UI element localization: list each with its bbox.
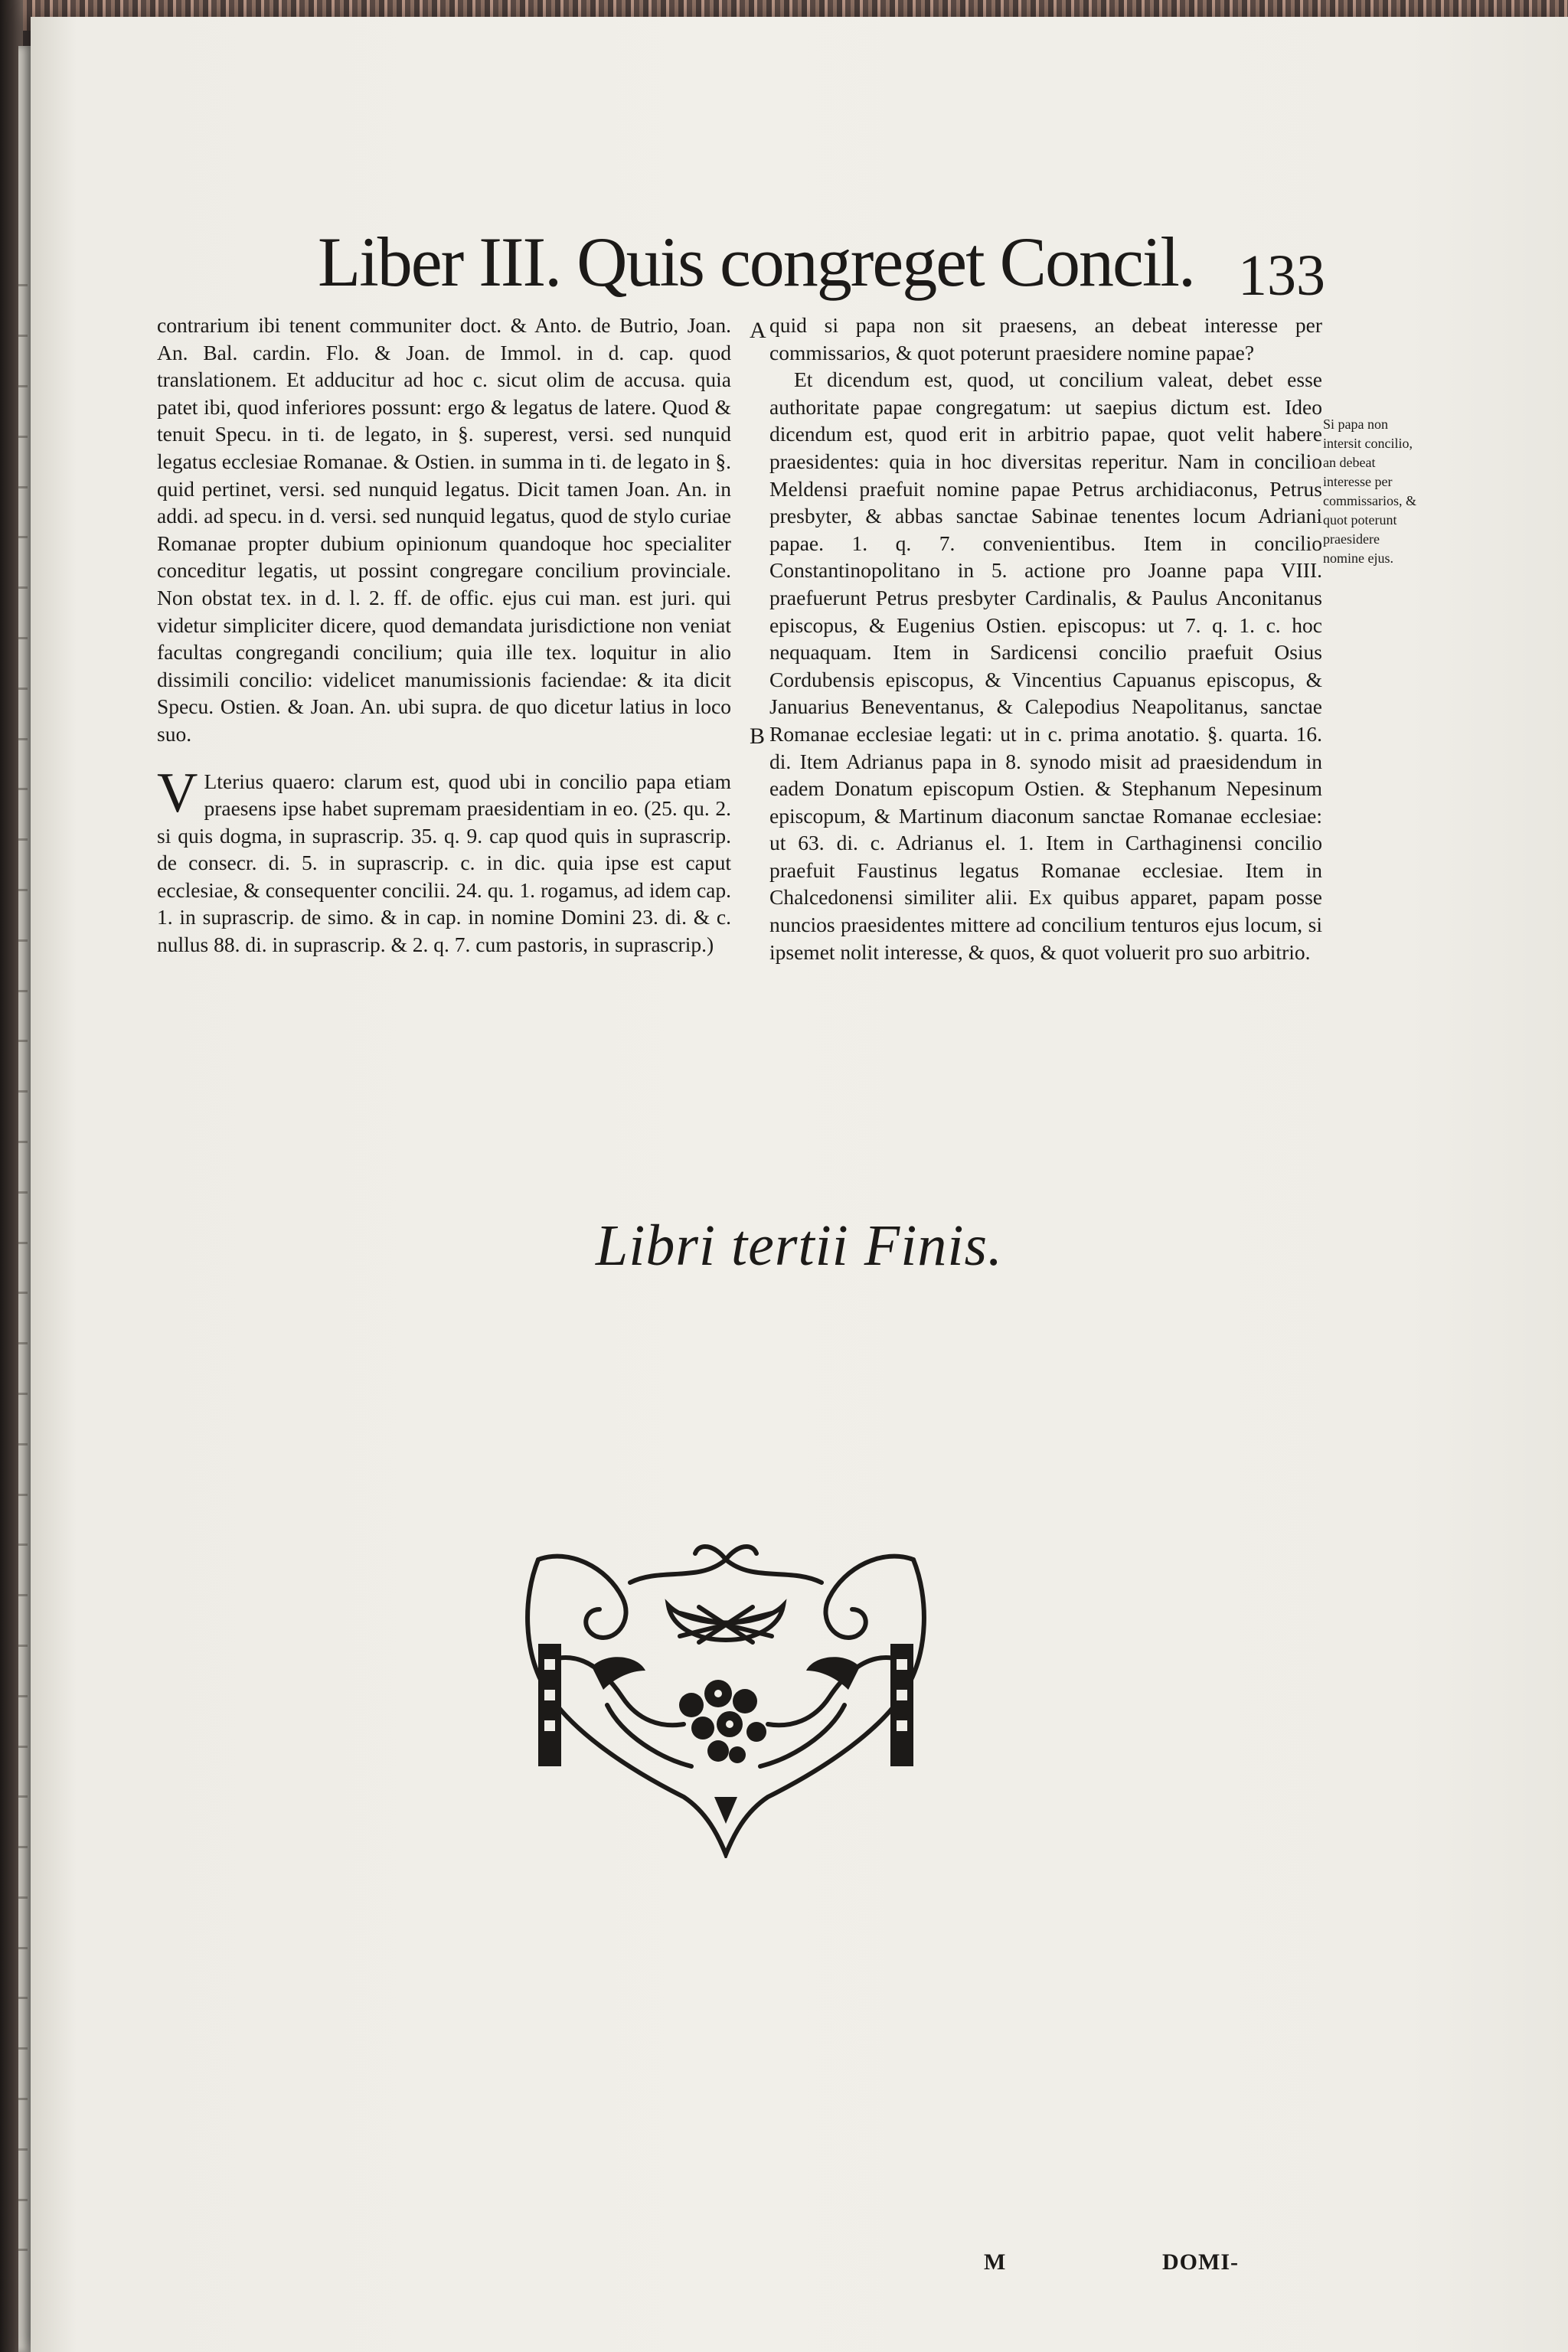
section-marker-a: A xyxy=(750,318,766,343)
left-paragraph-1: contrarium ibi tenent communiter doct. & Anto. de Butrio, Joan. An. Bal. cardin. Flo. & Joan. de Immol. in d. cap. quod translationem. Et adducitur ad hoc c. sicut olim de accusa. quia patet ibi, quod inferiores possunt: ergo & legatus de latere. Quod & tenuit Specu. in ti. de legato, in §. superest, versi. sed nunquid legatus ecclesiae Romanae. & Ostien. in summa in ti. de legato in §. quid pertinet, versi. sed nunquid legatus. Dicit tamen Joan. An. in addi. ad specu. in d. versi. sed nunquid legatus, quod de stylo curiae Romanae propter dubium opinionum quandoque hoc specialiter conceditur legatis, ut possint congregare concilium provinciale. Non obstat tex. in d. l. 2. ff. de offic. ejus cui man. est juri. qui videtur simpliciter dicere, quod demandata jurisdictione non veniat facultas congregandi concilium; quia ille tex. loquitur in alio dissimili concilio: videlicet manumissionis faciendae: & ita dicit Specu. Ostien. & Joan. An. ubi supra. de quo dicetur latius in loco suo. xyxy=(157,313,731,746)
right-paragraph-1: quid si papa non sit praesens, an debeat interesse per commissarios, & quot poterunt praesidere nomine papae? xyxy=(769,313,1322,364)
left-paragraph-2 xyxy=(157,761,731,959)
running-head xyxy=(318,224,1328,308)
right-paragraph-2: Et dicendum est, quod, ut concilium valeat, debet esse authoritate papae congregatum: ut saepius dictum est. Ideo dicendum est, quod erit in arbitrio papae, quot velit habere praesidentes: quia in hoc diversitas reperitur. Nam in concilio Meldensi praefuit nomine papae Petrus archidiaconus, Petrus presbyter, & abbas sanctae Sabinae tenentes locum Adriani papae. 1. q. 7. convenientibus. Item in concilio Constantinopolitano in 5. actione pro Joanne papa VIII. praefuerunt Petrus presbyter Cardinalis, & Paulus Anconitanus episcopus, & Eugenius Ostien. episcopus: ut 7. q. 1. c. hoc nequaquam. Item in Sardicensi concilio praefuit Osius Cordubensis episcopus, & Vincentius Capuanus episcopus, & Januarius Beneventanus, & Calepodius Neapolitanus, sanctae Romanae ecclesiae legati: ut in c. prima anotatio. §. quarta. 16. di. Item Adrianus papa in 8. synodo misit ad praesidendum in eadem Donatum episcopum Ostien. & Stephanum Nepesinum episcopum, & Martinum diaconum sanctae Romanae ecclesiae: ut 63. di. c. Adrianus el. 1. Item in Carthaginensi concilio praefuit Faustinus legatus Romanae ecclesiae. Item in Chalcedonensi similiter alii. Ex quibus apparet, papam posse nuncios praesidentes mittere ad concilium tenturos ejus locum, si ipsemet nolit interesse, & quos, & quot voluerit pro suo arbitrio. xyxy=(769,368,1322,964)
book-end-title: Libri tertii Finis. xyxy=(595,1214,1004,1278)
catchword: DOMI- xyxy=(1162,2249,1239,2275)
left-text-column xyxy=(157,312,731,959)
book-page xyxy=(31,17,1568,2352)
marginal-note: Si papa non intersit concilio, an debeat interesse per commissarios, & quot poterunt praesidere nomine ejus. xyxy=(1323,416,1416,566)
page-title: Liber III. Quis congreget Concil. xyxy=(318,223,1194,301)
signature-mark: M xyxy=(984,2249,1006,2275)
section-marker-b: B xyxy=(750,724,766,749)
decorative-tailpiece-ornament xyxy=(508,1537,944,1858)
right-column-body xyxy=(769,312,1322,965)
drop-cap: V xyxy=(157,761,198,825)
page-number: 133 xyxy=(1238,243,1325,308)
left-paragraph-2-text: Lterius quaero: clarum est, quod ubi in concilio papa etiam praesens ipse habet supremam praesidentiam in eo. (25. qu. 2. si quis dogma, in suprascrip. 35. q. 9. cap quod quis in suprascrip. de consecr. di. 5. in suprascrip. c. in dic. quia ipse est caput ecclesiae, & consequenter concilii. 24. qu. 1. rogamus, ad idem cap. 1. in suprascrip. de simo. & in cap. in nomine Domini 23. di. & c. nullus 88. di. in suprascrip. & 2. q. 7. cum pastoris, in suprascrip.) xyxy=(157,769,731,957)
